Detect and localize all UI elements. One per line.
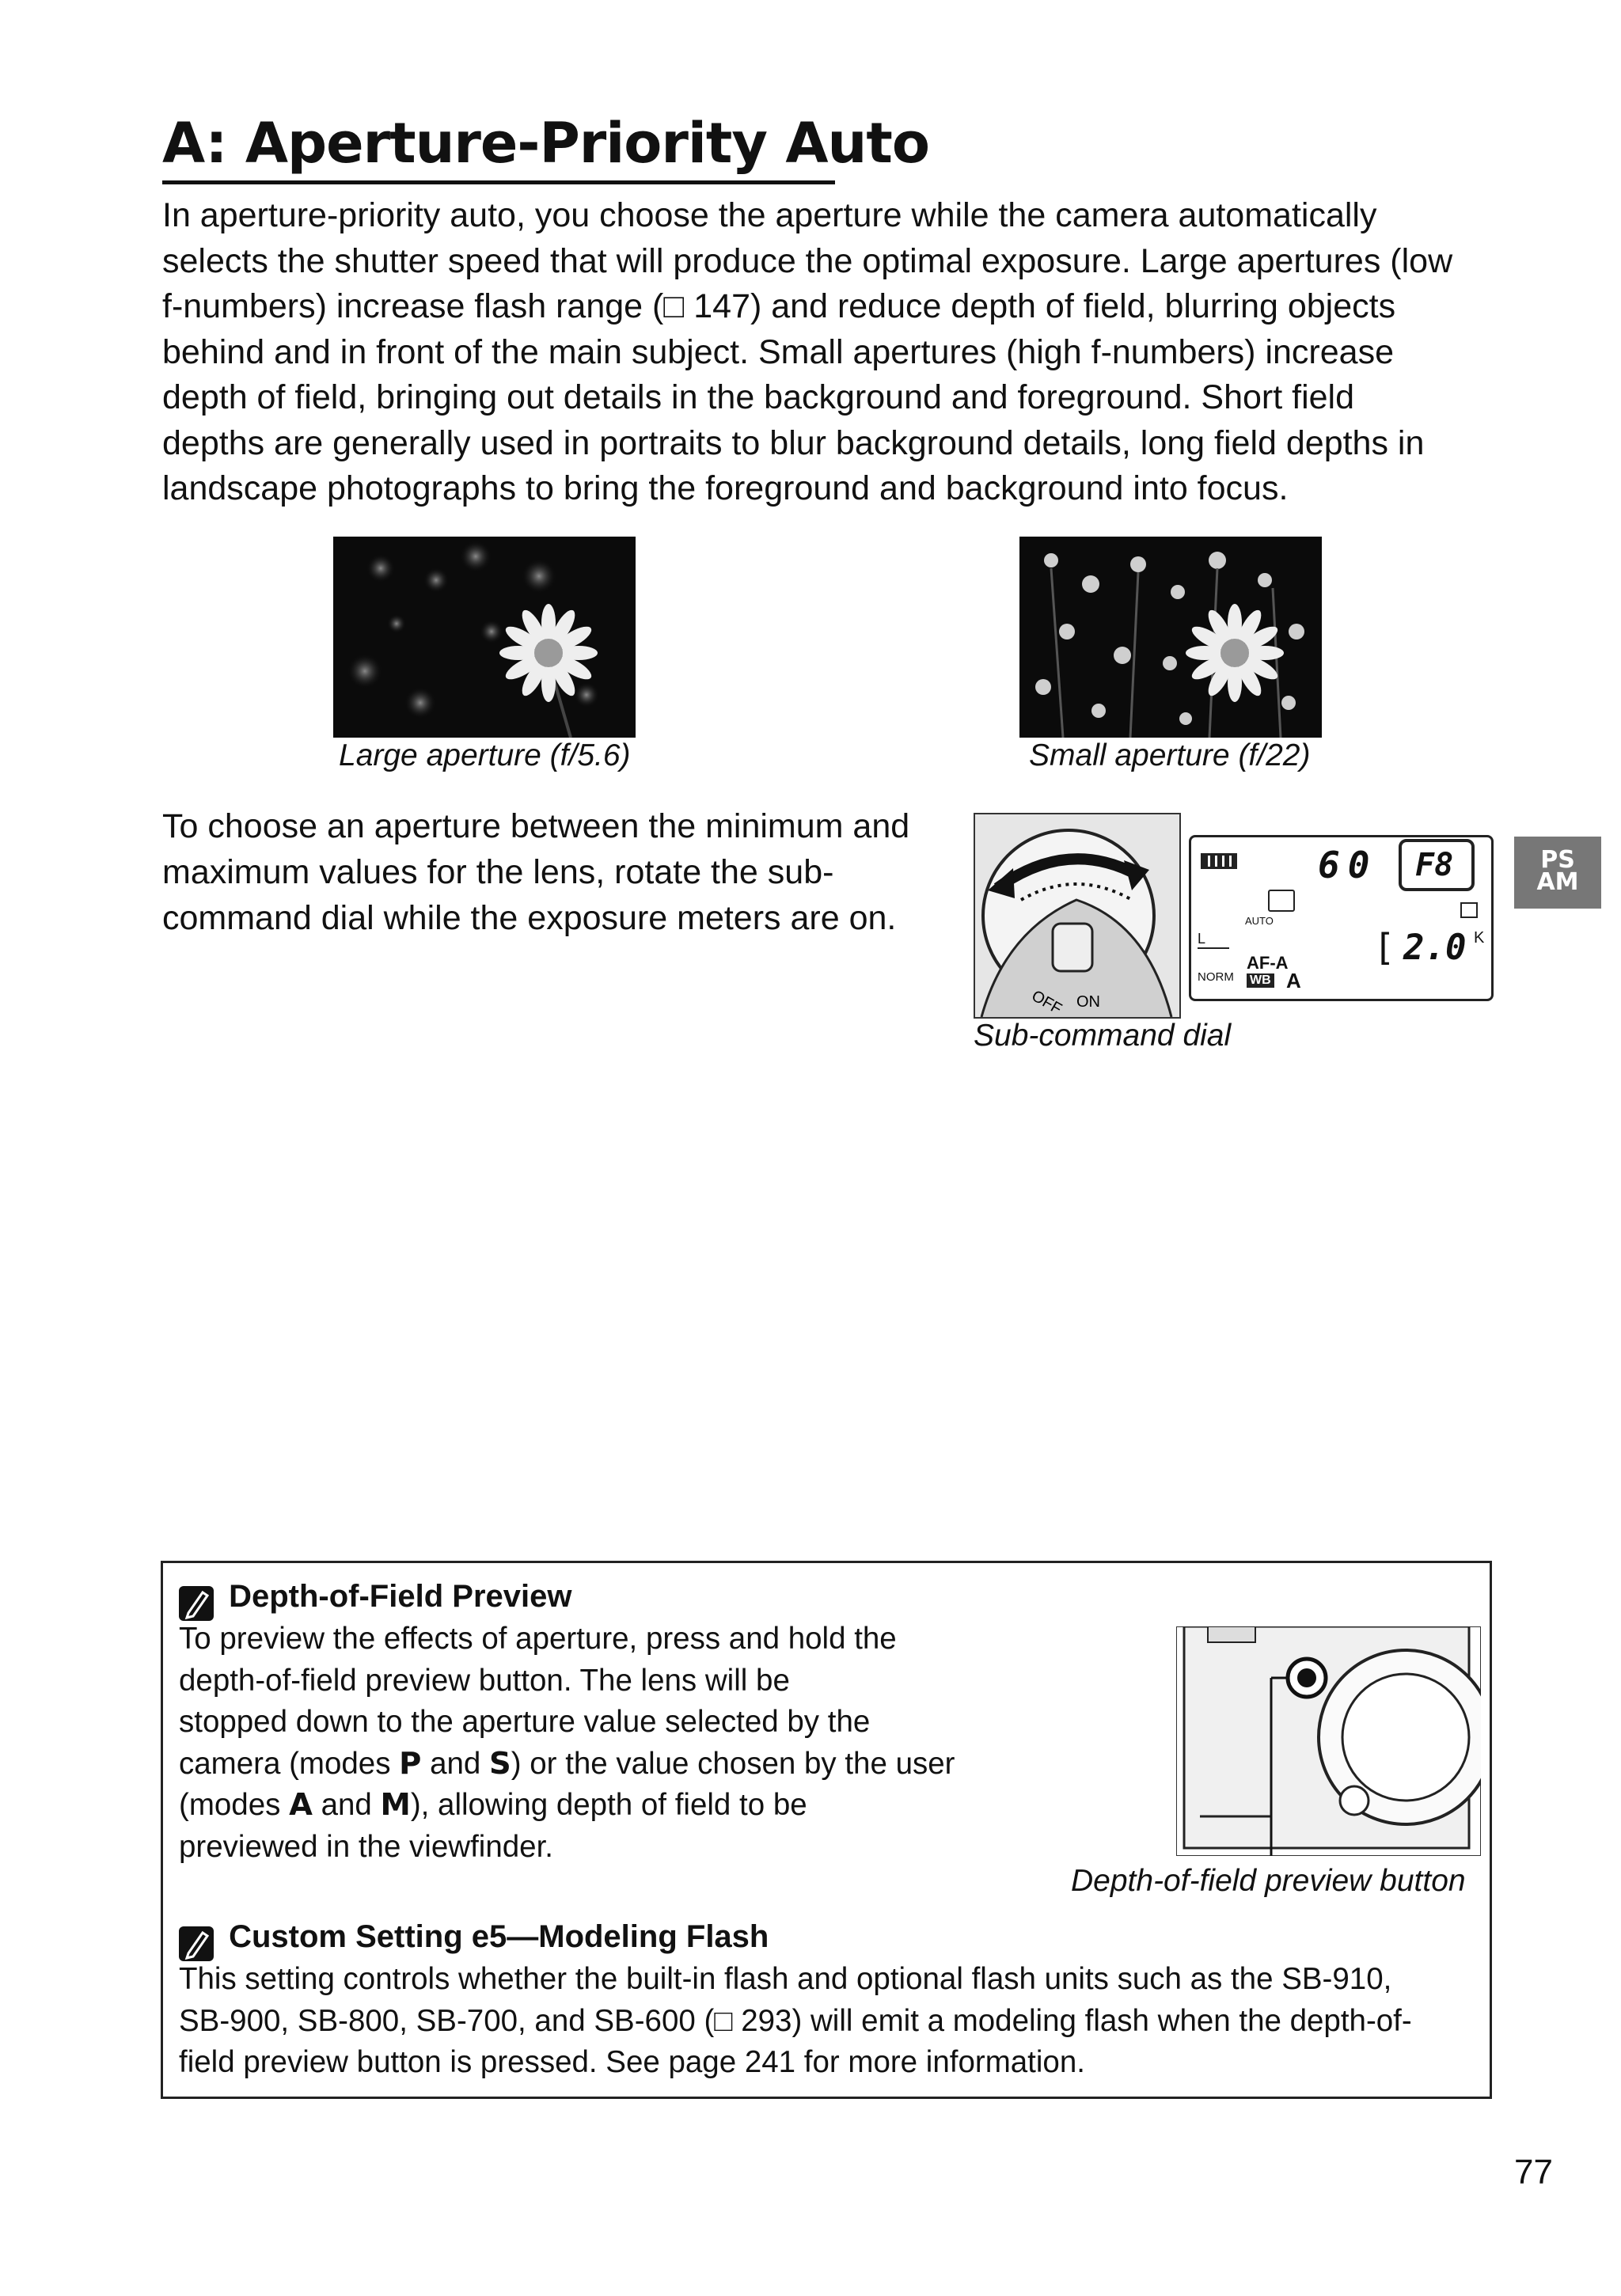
intro-line: f-numbers) increase flash range (□ 147) and reduce depth of field, blurring objects [162, 287, 1396, 325]
camera-front-illustration [1176, 1626, 1481, 1856]
choose-line: To choose an aperture between the minimum and [162, 807, 910, 845]
small-aperture-photo [1019, 537, 1322, 738]
page-number: 77 [1514, 2153, 1553, 2192]
note-depth-of-field-preview [179, 1579, 571, 1621]
note-modeling-flash [179, 1919, 769, 1961]
pencil-note-icon [179, 1586, 214, 1621]
note-heading: Depth-of-Field Preview [229, 1579, 572, 1614]
tab-line: AM [1536, 868, 1579, 896]
page-title: A: Aperture-Priority Auto [162, 111, 929, 176]
dial-off-label: OFF [1028, 987, 1065, 1019]
note-body [179, 1959, 1412, 2084]
lcd-wb-icon: WB [1247, 973, 1274, 988]
note-line: This setting controls whether the built-in flash and optional flash units such as the SB-910, [179, 1962, 1392, 1996]
choose-line: command dial while the exposure meters are on. [162, 899, 897, 937]
battery-icon [1201, 853, 1237, 869]
intro-line: behind and in front of the main subject. Small apertures (high f-numbers) increase [162, 332, 1394, 371]
note-line: depth-of-field preview button. The lens will be [179, 1663, 790, 1698]
sub-command-dial-illustration [974, 813, 1181, 1019]
card-icon [1460, 902, 1478, 918]
lcd-bracket: [ [1373, 926, 1395, 969]
note-body [179, 1619, 955, 1868]
pencil-note-icon [179, 1926, 214, 1961]
camera-figure-caption: Depth-of-field preview button [1071, 1864, 1466, 1898]
intro-line: In aperture-priority auto, you choose the aperture while the camera automatically [162, 196, 1377, 234]
note-heading: Custom Setting e5—Modeling Flash [229, 1919, 769, 1954]
intro-line: depths are generally used in portraits to blur background details, long field depths in [162, 423, 1425, 462]
intro-paragraph [162, 193, 1516, 512]
choose-aperture-paragraph [162, 803, 954, 941]
large-aperture-caption: Large aperture (f/5.6) [339, 738, 631, 772]
lcd-aperture-value: F8 [1415, 847, 1454, 883]
note-line: field preview button is pressed. See page 241 for more information. [179, 2045, 1085, 2079]
lcd-shutter-speed: 60 [1318, 844, 1378, 886]
lcd-frames-suffix: K [1474, 929, 1485, 947]
title-underline [162, 180, 835, 184]
control-panel-lcd [1189, 835, 1494, 1001]
lcd-auto-label: AUTO [1245, 915, 1274, 927]
small-aperture-caption: Small aperture (f/22) [1029, 738, 1311, 772]
note-line: stopped down to the aperture value selected by the [179, 1705, 871, 1739]
lcd-quality: NORM [1198, 970, 1234, 984]
metering-icon [1268, 890, 1295, 912]
note-line: camera (modes P and S) or the value chosen by the user [179, 1745, 955, 1782]
large-aperture-photo [333, 537, 636, 738]
dial-on-label: ON [1076, 993, 1100, 1011]
choose-line: maximum values for the lens, rotate the sub- [162, 853, 834, 891]
lcd-wb-value: A [1286, 969, 1301, 992]
intro-line: depth of field, bringing out details in the background and foreground. Short field [162, 378, 1355, 416]
mode-section-tab [1514, 837, 1601, 909]
note-line: previewed in the viewfinder. [179, 1829, 553, 1864]
sub-command-dial-caption: Sub-command dial [974, 1019, 1232, 1053]
notes-box [161, 1561, 1492, 2099]
note-line: (modes A and M), allowing depth of field to be [179, 1787, 807, 1823]
note-line: SB-900, SB-800, SB-700, and SB-600 (□ 293) will emit a modeling flash when the depth-of- [179, 2003, 1412, 2038]
lcd-af-mode: AF-A [1247, 953, 1289, 973]
intro-line: selects the shutter speed that will produce the optimal exposure. Large apertures (low [162, 241, 1453, 280]
lcd-size-label: L [1198, 931, 1229, 949]
intro-line: landscape photographs to bring the foreground and background into focus. [162, 469, 1289, 507]
tab-line: PS [1540, 846, 1575, 874]
note-line: To preview the effects of aperture, press and hold the [179, 1622, 897, 1656]
lcd-frames-remaining: 2.0 [1403, 928, 1467, 968]
